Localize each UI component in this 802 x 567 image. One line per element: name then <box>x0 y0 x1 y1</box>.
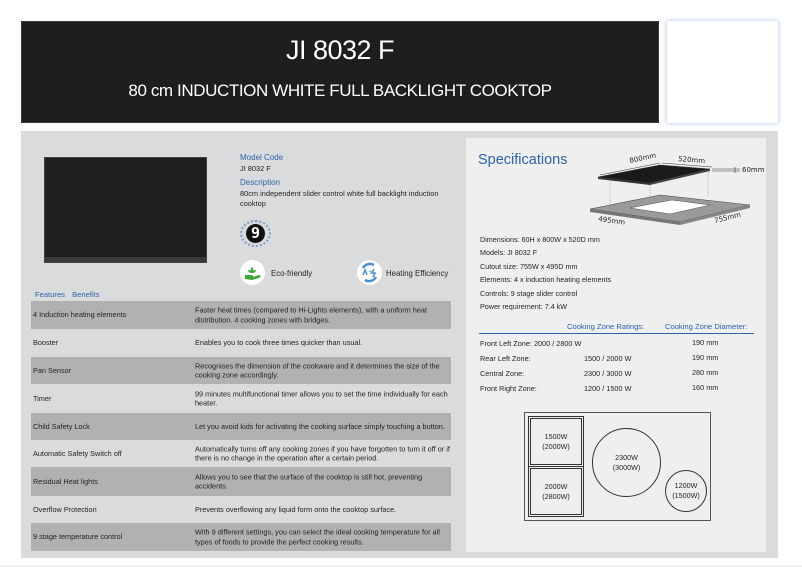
zone-boost-power: (1500W) <box>672 491 700 500</box>
benefit-cell: Automatically turns off any cooking zones if you have forgotten to turn it off or if there is no change in the operation after a certain period. <box>195 443 450 463</box>
zone-name: Front Right Zone: <box>480 384 537 393</box>
benefit-cell: Faster heat times (compared to Hi-Lights elements), with a uniform heat distribution. 4 cooking zones with bridges. <box>195 305 427 324</box>
cooktop-zone-layout <box>524 412 711 521</box>
table-row <box>31 357 451 384</box>
feature-cell: Child Safety Lock <box>33 421 90 431</box>
zone-header-divider <box>479 333 754 334</box>
features-heading: Features <box>35 290 65 299</box>
zone-boost-power: (2000W) <box>542 441 570 451</box>
spec-models: Models: JI 8032 F <box>480 248 538 258</box>
benefit-cell: Prevents overflowing any liquid form onto the cooktop surface. <box>195 504 397 514</box>
logo-placeholder <box>667 21 778 123</box>
front-right-zone <box>665 470 707 512</box>
feature-cell: Residual Heat lights <box>33 476 98 486</box>
description-value: 80cm independent slider control white full backlight induction cooktop <box>240 189 439 208</box>
spec-list <box>480 233 611 313</box>
zone-boost-power: (3000W) <box>612 462 641 472</box>
benefit-cell: Allows you to see that the surface of the cooktop is still hot, preventing accidents. <box>195 471 423 491</box>
svg-text:800mm: 800mm <box>628 151 657 165</box>
table-row <box>31 440 451 467</box>
heating-efficiency-icon <box>357 260 382 285</box>
feature-cell: 4 Induction heating elements <box>33 310 127 320</box>
feature-cell: Overflow Protection <box>33 504 97 514</box>
zone-power: 1200W <box>674 481 698 490</box>
features-benefits-table <box>31 301 451 551</box>
zone-power: 2000W <box>544 481 568 491</box>
benefit-cell: Enables you to cook three times quicker than usual. <box>195 338 363 348</box>
product-image <box>44 157 207 263</box>
table-row <box>31 301 451 329</box>
zone-diameter: 190 mm <box>692 353 719 362</box>
zone-diameter-header: Cooking Zone Diameter: <box>665 322 748 331</box>
benefit-cell: Let you avoid kids for activating the cooking surface simply touching a button. <box>195 421 445 431</box>
table-row <box>31 467 451 496</box>
feature-cell: Timer <box>33 393 52 403</box>
feature-cell: Booster <box>33 338 59 348</box>
nine-levels-badge-icon <box>240 220 271 247</box>
table-row <box>31 384 451 413</box>
table-row <box>31 496 451 523</box>
svg-text:+: + <box>368 269 374 276</box>
central-zone <box>592 428 661 497</box>
table-row <box>31 523 451 551</box>
table-row <box>31 329 451 357</box>
svg-text:60mm: 60mm <box>742 166 765 174</box>
zone-name: Rear Left Zone: <box>480 354 531 363</box>
table-row <box>31 413 451 440</box>
rear-left-zone <box>530 418 582 465</box>
spec-controls: Controls: 9 stage slider control <box>480 288 578 298</box>
spec-cutout: Cutout size: 755W x 495D mm <box>480 261 578 271</box>
feature-cell: 9 stage temperature control <box>33 532 123 542</box>
badge-digit: 9 <box>246 224 265 243</box>
heating-efficiency-label: Heating Efficiency <box>386 269 449 278</box>
benefits-heading: Benefits <box>72 290 100 299</box>
zone-diameter: 160 mm <box>692 383 719 392</box>
benefit-cell: With 9 different settings, you can select the ideal cooking temperature for all types of foods to provide the perfect cooking results. <box>195 527 440 546</box>
zone-diameter: 280 mm <box>692 368 719 377</box>
description-label: Description <box>240 178 281 187</box>
benefit-cell: 99 minutes multifunctional timer allows you to set the time individually for each heater. <box>195 388 448 408</box>
feature-cell: Pan Sensor <box>33 365 72 375</box>
zone-rating: 1500 / 2000 W <box>584 354 632 363</box>
svg-text:495mm: 495mm <box>597 215 626 227</box>
model-code-value: JI 8032 F <box>240 164 271 173</box>
zone-rating: 1200 / 1500 W <box>584 384 632 393</box>
spec-elements: Elements: 4 x induction heating elements <box>480 275 612 285</box>
product-subtitle: 80 cm INDUCTION WHITE FULL BACKLIGHT COOKTOP <box>128 81 552 100</box>
svg-text:520mm: 520mm <box>677 155 706 166</box>
front-left-zone <box>530 468 582 515</box>
features-benefits-heading <box>35 290 105 299</box>
zone-power: 2300W <box>615 452 638 462</box>
specifications-title: Specifications <box>478 152 568 168</box>
zone-diameter: 190 mm <box>692 338 719 347</box>
zone-name: Central Zone: <box>480 369 525 378</box>
zone-rating: 2300 / 3000 W <box>584 369 632 378</box>
spec-power: Power requirement: 7.4 kW <box>480 302 568 312</box>
model-code-label: Model Code <box>240 153 284 162</box>
eco-friendly-label: Eco-friendly <box>271 269 313 278</box>
zone-name: Front Left Zone: 2000 / 2800 W <box>480 339 582 348</box>
svg-text:755mm: 755mm <box>713 210 742 225</box>
model-title: JI 8032 F <box>285 35 395 65</box>
feature-cell: Automatic Safety Switch off <box>33 448 122 458</box>
zone-boost-power: (2800W) <box>542 491 570 501</box>
dimension-diagram <box>590 147 775 227</box>
product-image-edge <box>45 257 206 262</box>
zone-power: 1500W <box>544 431 568 441</box>
eco-leaf-hand-icon <box>240 260 265 285</box>
spec-dimensions: Dimensions: 60H x 800W x 520D mm <box>480 235 600 244</box>
zone-ratings-header: Cooking Zone Ratings: <box>567 322 645 331</box>
benefit-cell: Recognises the dimension of the cookware and it determines the size of the cooking zone accordingly. <box>195 360 440 380</box>
title-banner <box>21 21 659 123</box>
